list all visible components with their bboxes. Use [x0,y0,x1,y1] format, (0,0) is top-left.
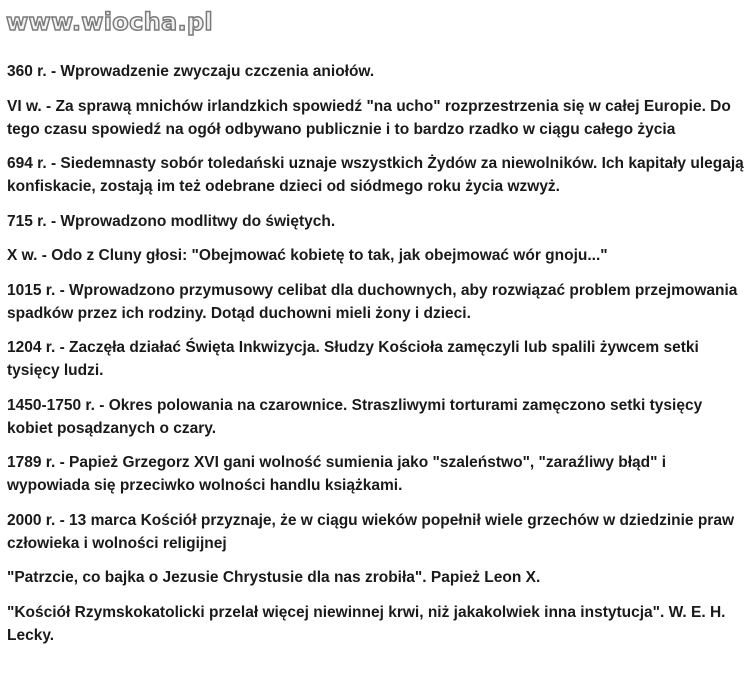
entry-item: 2000 r. - 13 marca Kościół przyznaje, że w ciągu wieków popełnił wiele grzechów w dziedzinie praw człowieka i wolności religijnej [7,511,735,552]
entry-item: 360 r. - Wprowadzenie zwyczaju czczenia aniołów. [7,63,375,80]
entry-item: 1450-1750 r. - Okres polowania na czarownice. Straszliwymi torturami zamęczono setki tysięcy kobiet posądzanych o czary. [7,396,703,437]
entry-list [7,60,745,658]
entry-item: 715 r. - Wprowadzono modlitwy do świętych. [7,212,336,230]
entry-item: VI w. - Za sprawą mnichów irlandzkich spowiedź "na ucho" rozprzestrzenia się w całej Europie. Do tego czasu spowiedź na ogół odbywano publicznie i to bardzo rzadko w ciągu całego życia [7,97,731,138]
entry-item: "Kościół Rzymskokatolicki przelał więcej niewinnej krwi, niż jakakolwiek inna instytucja". W. E. H. Lecky. [7,603,726,644]
watermark-logo: www.wiocha.pl [6,8,213,36]
entry-item: 1789 r. - Papież Grzegorz XVI gani wolność sumienia jako "szaleństwo", "zaraźliwy błąd" i wypowiada się przeciwko wolności handlu książkami. [7,454,667,494]
entry-item: X w. - Odo z Cluny głosi: "Obejmować kobietę to tak, jak obejmować wór gnoju..." [7,247,608,264]
entry-item: 1015 r. - Wprowadzono przymusowy celibat dla duchownych, aby rozwiązać problem przejmowania spadków przez ich rodziny. Dotąd duchowni mieli żony i dzieci. [7,281,738,322]
entry-item: 1204 r. - Zaczęła działać Święta Inkwizycja. Słudzy Kościoła zamęczyli lub spalili żywcem setki tysięcy ludzi. [7,339,699,379]
entry-item: "Patrzcie, co bajka o Jezusie Chrystusie dla nas zrobiła". Papież Leon X. [7,569,541,586]
entry-item: 694 r. - Siedemnasty sobór toledański uznaje wszystkich Żydów za niewolników. Ich kapitały ulegają konfiskacie, zostają im też odebrane dzieci od siódmego roku życia wzwyż. [7,155,744,195]
